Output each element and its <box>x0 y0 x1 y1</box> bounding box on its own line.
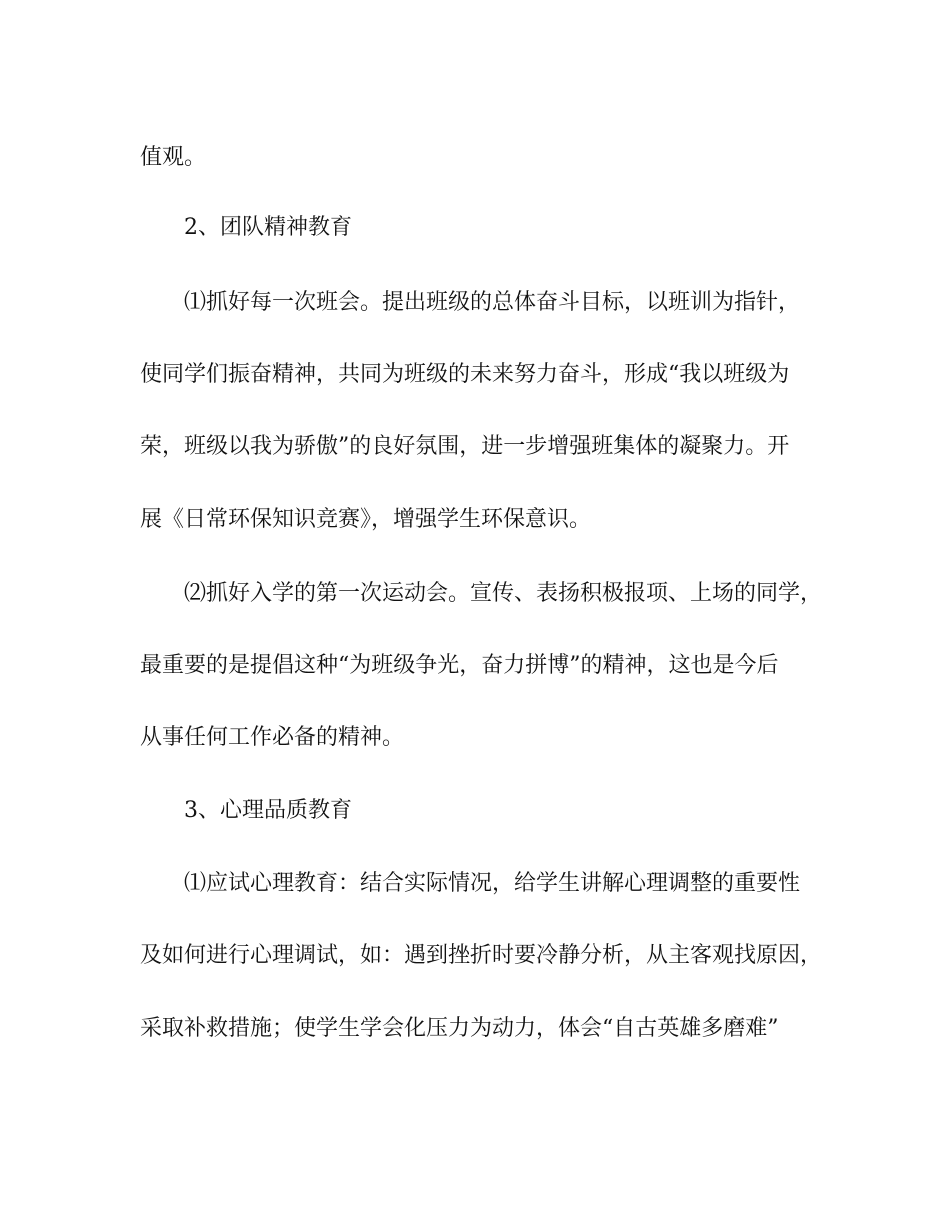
paragraph-line: ⑵抓好入学的第一次运动会。宣传、表扬积极报项、上场的同学， <box>184 581 823 606</box>
paragraph-line: 值观。 <box>140 145 207 170</box>
paragraph-line: 展《日常环保知识竞赛》，增强学生环保意识。 <box>140 507 592 532</box>
section-heading: 2、团队精神教育 <box>184 215 352 240</box>
paragraph-line: ⑴抓好每一次班会。提出班级的总体奋斗目标，以班训为指针， <box>184 290 801 315</box>
paragraph-line: 采取补救措施；使学生学会化压力为动力，体会“自古英雄多磨难” <box>140 1016 779 1041</box>
paragraph-line: 荣，班级以我为骄傲”的良好氛围，进一步增强班集体的凝聚力。开 <box>140 434 790 459</box>
paragraph-line: 最重要的是提倡这种“为班级争光，奋力拼博”的精神，这也是今后 <box>140 653 779 678</box>
paragraph-line: 及如何进行心理调试，如：遇到挫折时要冷静分析，从主客观找原因， <box>140 943 823 968</box>
paragraph-line: 使同学们振奋精神，共同为班级的未来努力奋斗，形成“我以班级为 <box>140 362 790 387</box>
paragraph-line: 从事任何工作必备的精神。 <box>140 725 405 750</box>
section-heading: 3、心理品质教育 <box>184 798 352 823</box>
paragraph-line: ⑴应试心理教育：结合实际情况，给学生讲解心理调整的重要性 <box>184 871 801 896</box>
